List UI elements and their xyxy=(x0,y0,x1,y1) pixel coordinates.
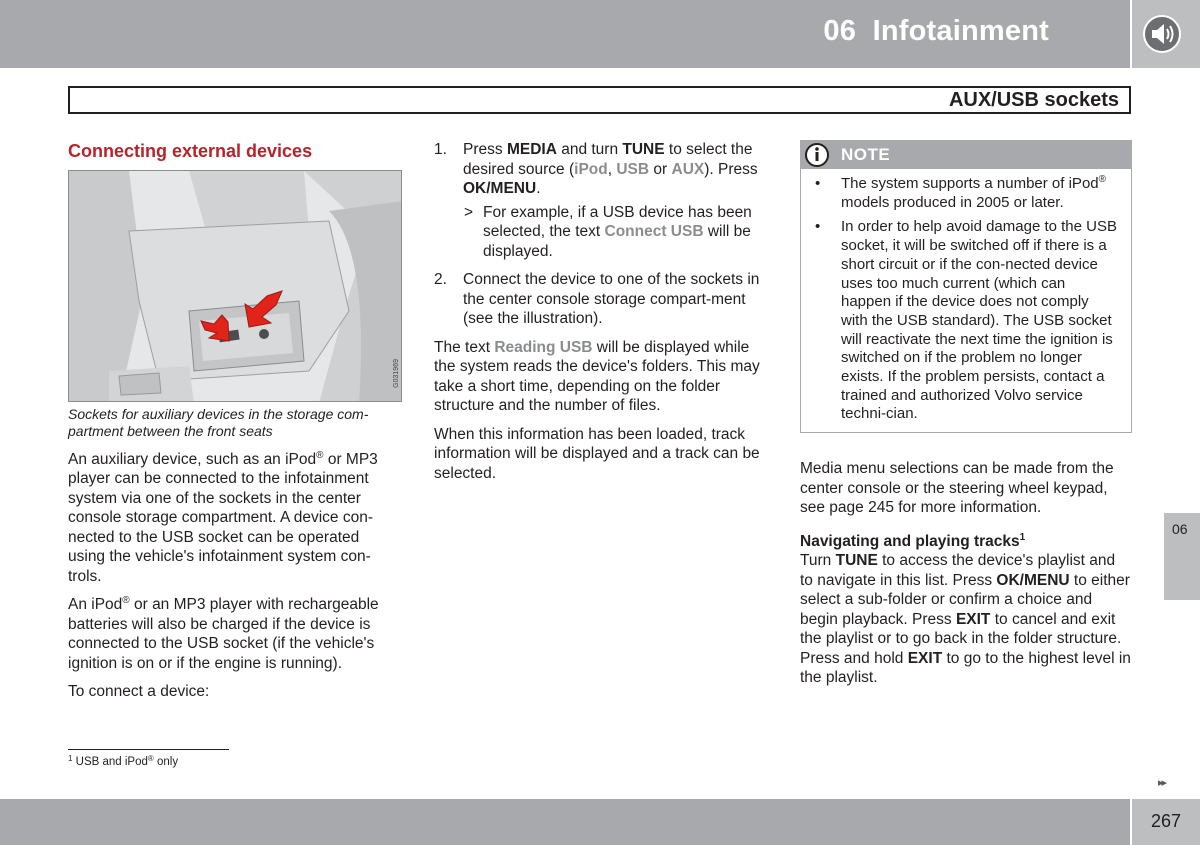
figure-code: G031969 xyxy=(393,358,400,388)
column-middle xyxy=(434,140,769,492)
paragraph-media-menu: Media menu selections can be made from the center console or the steering wheel keypad, see page 245 for more information. xyxy=(800,460,1114,517)
chapter-tab-number: 06 xyxy=(1172,521,1188,537)
console-drawing xyxy=(69,171,402,402)
footer-bar xyxy=(0,799,1130,845)
note-item-usb-protection: • In order to help avoid damage to the USB socket, it will be switched off if there is a short circuit or if the con-nected device uses too much current (which can happen if the device does not comply with the USB standard). The USB socket will reactivate the next time the ignition is switched on if the problem no longer exists. If the problem persists, contact a trained and authorized Volvo service techni-cian. xyxy=(815,218,1118,423)
note-header xyxy=(801,141,1131,169)
section-title: AUX/USB sockets xyxy=(948,89,1119,111)
column-right xyxy=(800,140,1132,697)
paragraph-navigating: Turn TUNE to access the device's playlist and to navigate in this list. Press OK/MENU to either select a sub-folder or confirm a choice and begin playback. Press EXIT to cancel and exit the playlist or to go back in the folder structure. Press and hold EXIT to go to the highest level in the playlist. xyxy=(800,552,1131,687)
chapter-name: Infotainment xyxy=(872,15,1049,47)
console-illustration xyxy=(68,170,402,402)
section-header xyxy=(68,86,1131,114)
chapter-tab xyxy=(1164,513,1200,600)
paragraph-charging: An iPod® or an MP3 player with rechargeable batteries will also be charged if the device is connected to the USB socket (if the vehicle's ignition is on or if the engine is running). xyxy=(68,595,379,672)
heading-connecting-devices: Connecting external devices xyxy=(68,141,313,161)
page-number: 267 xyxy=(1150,811,1181,831)
step-number: 2. xyxy=(434,271,447,288)
note-box xyxy=(800,140,1132,433)
paragraph-reading-usb: The text Reading USB will be displayed while the system reads the device's folders. This may take a short time, depending on the folder structure and the number of files. xyxy=(434,338,760,414)
chapter-icon-box xyxy=(1132,0,1200,68)
paragraph-aux-device: An auxiliary device, such as an iPod® or MP3 player can be connected to the infotainment system via one of the sockets in the center console storage compartment. A device con-nected to the USB socket can be operated using the vehicle's infotainment system con-trols. xyxy=(68,449,378,585)
column-left xyxy=(68,140,400,711)
footnote: $^1$ USB and iPod® only xyxy=(68,754,179,768)
next-page-arrows-icon: ▸▸ xyxy=(1158,777,1166,789)
step-number: 1. xyxy=(434,141,447,158)
chapter-title xyxy=(823,15,1049,48)
info-icon xyxy=(804,142,830,168)
footnote-divider xyxy=(68,749,229,750)
step-1: 1. Press MEDIA and turn TUNE to select the desired source (iPod, USB or AUX). Press OK/MENU. > For example, if a USB device has been selected, the text Connect USB will be displayed. xyxy=(434,140,769,261)
paragraph-loaded: When this information has been loaded, track information will be displayed and a track can be selected. xyxy=(434,425,760,482)
note-title: NOTE xyxy=(841,145,891,164)
chapter-number: 06 xyxy=(823,15,857,47)
figure-caption: Sockets for auxiliary devices in the storage com-partment between the front seats xyxy=(68,405,369,439)
page-number-box xyxy=(1132,799,1200,845)
header-bar xyxy=(0,0,1130,68)
speaker-icon xyxy=(1142,14,1182,54)
note-item-ipod-support: • The system supports a number of iPod® models produced in 2005 or later. xyxy=(815,174,1106,211)
paragraph-to-connect: To connect a device: xyxy=(68,683,210,700)
heading-navigating-tracks: Navigating and playing tracks$^1$ xyxy=(800,531,1026,550)
step-2: 2. Connect the device to one of the sockets in the center console storage compart-ment (see the illustration). xyxy=(434,271,760,327)
step-1-result: > For example, if a USB device has been selected, the text Connect USB will be displayed. xyxy=(464,203,752,260)
